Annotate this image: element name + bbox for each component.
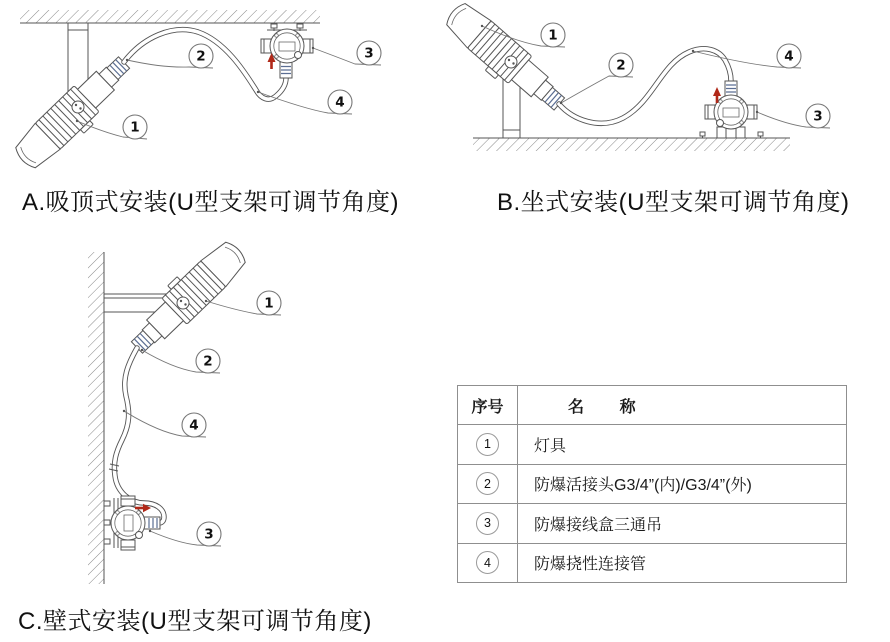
callout-3 bbox=[357, 41, 381, 65]
bracket-pivot-knob bbox=[72, 101, 84, 113]
part-no-cell bbox=[458, 544, 518, 582]
svg-text:1: 1 bbox=[548, 27, 558, 44]
junction-box bbox=[700, 81, 763, 138]
callout-4 bbox=[777, 44, 801, 68]
callout-4 bbox=[328, 90, 352, 114]
part-name-cell: 防爆接线盒三通吊 bbox=[534, 516, 663, 534]
part-no-cell bbox=[458, 425, 518, 463]
lamp-fixture bbox=[10, 50, 140, 177]
callout-1 bbox=[257, 291, 281, 315]
part-no-badge: 2 bbox=[476, 472, 499, 495]
svg-text:2: 2 bbox=[203, 353, 213, 370]
part-name-cell: 防爆活接头G3/4”(内)/G3/4”(外) bbox=[534, 477, 752, 495]
callout-1 bbox=[123, 115, 147, 139]
table-header-no: 序号 bbox=[458, 386, 518, 424]
callout-3 bbox=[806, 104, 830, 128]
lamp-fixture bbox=[438, 0, 571, 121]
wall-surface bbox=[88, 252, 104, 584]
diagram-a-ceiling-mount bbox=[15, 4, 445, 174]
bracket-pivot-knob bbox=[177, 297, 189, 309]
svg-text:1: 1 bbox=[264, 295, 274, 312]
callout-2 bbox=[196, 349, 220, 373]
svg-text:3: 3 bbox=[204, 526, 214, 543]
svg-text:4: 4 bbox=[189, 417, 199, 434]
parts-table bbox=[457, 385, 847, 583]
ceiling-surface bbox=[20, 10, 320, 23]
table-header-name: 名 称 bbox=[568, 398, 636, 416]
svg-text:2: 2 bbox=[616, 57, 626, 74]
bottom-hub bbox=[121, 540, 135, 550]
svg-text:4: 4 bbox=[335, 94, 345, 111]
table-row bbox=[458, 503, 846, 542]
part-no-badge: 1 bbox=[476, 433, 499, 456]
right-outlet-hub bbox=[144, 517, 160, 529]
diagram-b-seated-mount bbox=[455, 4, 885, 174]
top-hub bbox=[121, 496, 135, 506]
table-row bbox=[458, 464, 846, 503]
leader-line-2 bbox=[561, 76, 633, 103]
callout-1 bbox=[541, 23, 565, 47]
flexible-conduit bbox=[109, 348, 164, 523]
part-name-cell: 灯具 bbox=[534, 438, 567, 456]
diagram-b-caption: B.坐式安装(U型支架可调节角度) bbox=[497, 189, 850, 216]
table-row bbox=[458, 543, 846, 582]
callout-4 bbox=[182, 413, 206, 437]
svg-text:2: 2 bbox=[196, 48, 206, 65]
floor-surface bbox=[473, 138, 790, 151]
part-name-cell: 防爆挠性连接管 bbox=[534, 556, 647, 574]
table-header-row bbox=[458, 386, 846, 424]
part-no-badge: 4 bbox=[476, 551, 499, 574]
svg-text:3: 3 bbox=[813, 108, 823, 125]
svg-text:3: 3 bbox=[364, 45, 374, 62]
lamp-fixture bbox=[121, 233, 251, 360]
callout-2 bbox=[189, 44, 213, 68]
diagram-c-caption: C.壁式安装(U型支架可调节角度) bbox=[18, 608, 372, 635]
svg-text:1: 1 bbox=[130, 119, 140, 136]
svg-text:4: 4 bbox=[784, 48, 794, 65]
part-no-badge: 3 bbox=[476, 512, 499, 535]
bracket-pivot-knob bbox=[505, 56, 517, 68]
part-no-cell bbox=[458, 504, 518, 542]
callout-3 bbox=[197, 522, 221, 546]
diagram-c-wall-mount bbox=[80, 246, 400, 596]
callout-2 bbox=[609, 53, 633, 77]
diagram-a-caption: A.吸顶式安装(U型支架可调节角度) bbox=[22, 189, 399, 216]
junction-box bbox=[261, 24, 313, 78]
part-no-cell bbox=[458, 465, 518, 503]
table-row bbox=[458, 424, 846, 463]
